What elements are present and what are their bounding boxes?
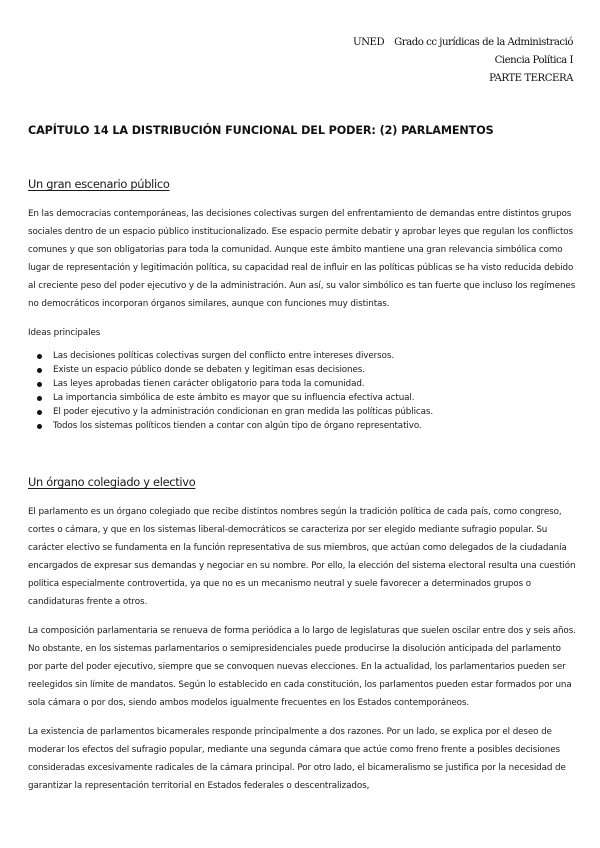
bullet-icon: [37, 424, 42, 429]
section2-paragraph-1: El parlamento es un órgano colegiado que recibe distintos nombres según la tradición política de cada país, como congreso, cortes o cámara, y que en los sistemas liberal-democráticos se caracteriza por ser elegido mediante sufragio popular. Su carácter electivo se fundamenta en la función representativa de sus miembros, que actúan como delegados de la ciudadanía encargados de expresar sus demandas y negociar en su nombre. Por ello, la elección del sistema electoral resulta una cuestión política especialmente controvertida, ya que no es un mecanismo neutral y suele favorecer a determinados grupos o candidaturas frente a otros.: [28, 507, 576, 607]
list-item: [28, 377, 576, 391]
subject-name: Ciencia Política I: [494, 55, 573, 66]
bullet-icon: [37, 396, 42, 401]
list-item-text: La importancia simbólica de este ámbito es mayor que su influencia efectiva actual.: [53, 393, 415, 403]
section-heading-escenario: Un gran escenario público: [28, 177, 170, 191]
ideas-label: Ideas principales: [28, 328, 101, 338]
list-item-text: Existe un espacio público donde se debaten y legitiman esas decisiones.: [53, 365, 365, 375]
section-organo: [28, 471, 576, 795]
ideas-list: [28, 349, 576, 433]
list-item: [28, 391, 576, 405]
list-item-text: Las decisiones políticas colectivas surgen del conflicto entre intereses diversos.: [53, 351, 395, 361]
section2-paragraph-2: La composición parlamentaria se renueva de forma periódica a lo largo de legislaturas que suelen oscilar entre dos y seis años. No obstante, en los sistemas parlamentarios o semipresidenciales puede producirse la disolución anticipada del parlamento por parte del poder ejecutivo, siempre que se convoquen nuevas elecciones. En la actualidad, los parlamentarios pueden ser reelegidos sin límite de mandatos. Según lo establecido en cada constitución, los parlamentos pueden estar formados por una sola cámara o por dos, siendo ambos modelos igualmente frecuentes en los Estados contemporáneos.: [28, 626, 576, 708]
bullet-icon: [37, 368, 42, 373]
bullet-icon: [37, 354, 42, 359]
list-item-text: Todos los sistemas políticos tienden a contar con algún tipo de órgano representativo.: [53, 421, 422, 431]
bullet-icon: [37, 410, 42, 415]
list-item-text: El poder ejecutivo y la administración condicionan en gran medida las políticas públicas.: [53, 407, 434, 417]
list-item: [28, 405, 576, 419]
chapter-title: CAPÍTULO 14 LA DISTRIBUCIÓN FUNCIONAL DEL PODER: (2) PARLAMENTOS: [28, 124, 494, 137]
part-label: PARTE TERCERA: [489, 73, 573, 84]
section-heading-organo: Un órgano colegiado y electivo: [28, 475, 196, 489]
section1-paragraph: En las democracias contemporáneas, las decisiones colectivas surgen del enfrentamiento de demandas entre distintos grupos sociales dentro de un espacio público institucionalizado. Ese espacio permite debatir y aprobar leyes que regulan los conflictos comunes y que son obligatorias para toda la comunidad. Aunque este ámbito mantiene una gran relevancia simbólica como lugar de representación y legitimación política, su capacidad real de influir en las políticas públicas se ha visto reducida debido al creciente peso del poder ejecutivo y de la administración. Aun así, su valor simbólico es tan fuerte que incluso los regímenes no democráticos incorporan órganos similares, aunque con funciones muy distintas.: [28, 209, 576, 309]
document-body: [28, 173, 576, 806]
header-line-1: [353, 34, 573, 52]
institution-name: UNED: [353, 37, 385, 48]
list-item-text: Las leyes aprobadas tienen carácter obligatorio para toda la comunidad.: [53, 379, 365, 389]
course-name: Grado cc jurídicas de la Administració: [394, 37, 573, 48]
section2-paragraph-3: La existencia de parlamentos bicamerales responde principalmente a dos razones. Por un lado, se explica por el deseo de moderar los efectos del sufragio popular, mediante una segunda cámara que actúe como freno frente a posibles decisiones consideradas excesivamente radicales de la cámara principal. Por otro lado, el bicameralismo se justifica por la necesidad de garantizar la representación territorial en Estados federales o descentralizados,: [28, 727, 566, 791]
list-item: [28, 363, 576, 377]
list-item: [28, 419, 576, 433]
list-item: [28, 349, 576, 363]
bullet-icon: [37, 382, 42, 387]
document-header: [353, 34, 573, 88]
